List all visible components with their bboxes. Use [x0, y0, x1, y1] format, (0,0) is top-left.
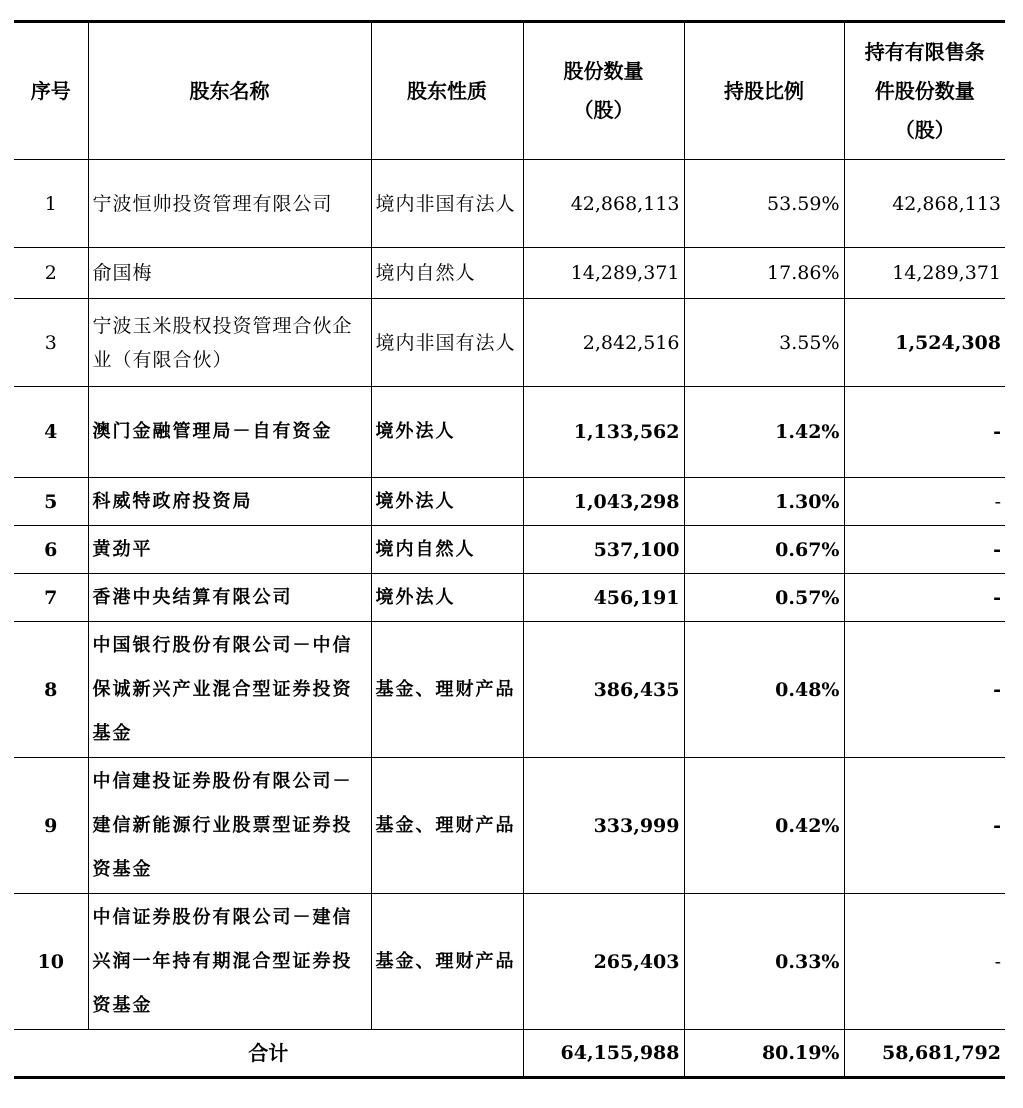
row-name: 黄劲平 [88, 526, 371, 574]
row-shares: 42,868,113 [523, 160, 684, 248]
row-type: 境内非国有法人 [371, 160, 523, 248]
row-name: 中国银行股份有限公司－中信保诚新兴产业混合型证券投资基金 [88, 622, 371, 758]
row-no: 6 [14, 526, 88, 574]
row-shares: 265,403 [523, 894, 684, 1030]
row-name: 澳门金融管理局－自有资金 [88, 387, 371, 478]
header-row [14, 22, 1005, 160]
row-name: 宁波恒帅投资管理有限公司 [88, 160, 371, 248]
header-restricted: 持有有限售条件股份数量（股） [844, 22, 1005, 160]
row-shares: 1,043,298 [523, 478, 684, 526]
row-restricted: - [844, 622, 1005, 758]
header-no: 序号 [14, 22, 88, 160]
row-shares: 386,435 [523, 622, 684, 758]
row-restricted: - [844, 387, 1005, 478]
total-row [14, 1030, 1005, 1078]
row-no: 10 [14, 894, 88, 1030]
table-row [14, 478, 1005, 526]
row-restricted: - [844, 478, 1005, 526]
header-shares: 股份数量（股） [523, 22, 684, 160]
row-no: 3 [14, 299, 88, 387]
table-row [14, 160, 1005, 248]
total-ratio: 80.19% [684, 1030, 844, 1078]
table-row [14, 387, 1005, 478]
table-row [14, 526, 1005, 574]
shareholders-table [14, 20, 1005, 1079]
total-shares: 64,155,988 [523, 1030, 684, 1078]
row-no: 2 [14, 248, 88, 299]
row-name: 宁波玉米股权投资管理合伙企业（有限合伙） [88, 299, 371, 387]
total-label: 合计 [14, 1030, 523, 1078]
row-no: 4 [14, 387, 88, 478]
row-no: 8 [14, 622, 88, 758]
row-shares: 2,842,516 [523, 299, 684, 387]
row-restricted: - [844, 894, 1005, 1030]
row-name: 中信证券股份有限公司－建信兴润一年持有期混合型证券投资基金 [88, 894, 371, 1030]
table-row [14, 248, 1005, 299]
table-row [14, 574, 1005, 622]
row-shares: 1,133,562 [523, 387, 684, 478]
table-row [14, 758, 1005, 894]
row-type: 境内自然人 [371, 526, 523, 574]
row-restricted: 14,289,371 [844, 248, 1005, 299]
row-type: 基金、理财产品 [371, 758, 523, 894]
row-type: 境外法人 [371, 387, 523, 478]
total-restricted: 58,681,792 [844, 1030, 1005, 1078]
row-name: 香港中央结算有限公司 [88, 574, 371, 622]
row-restricted-value: 1,524,308 [895, 331, 1001, 354]
row-ratio: 17.86% [684, 248, 844, 299]
table-row [14, 894, 1005, 1030]
row-type: 境内自然人 [371, 248, 523, 299]
row-ratio: 3.55% [684, 299, 844, 387]
row-ratio: 0.48% [684, 622, 844, 758]
row-name: 科威特政府投资局 [88, 478, 371, 526]
row-restricted: - [844, 758, 1005, 894]
row-type: 基金、理财产品 [371, 622, 523, 758]
header-type: 股东性质 [371, 22, 523, 160]
row-no: 9 [14, 758, 88, 894]
row-ratio: 0.57% [684, 574, 844, 622]
row-name: 中信建投证券股份有限公司－建信新能源行业股票型证券投资基金 [88, 758, 371, 894]
row-ratio: 0.33% [684, 894, 844, 1030]
row-ratio: 1.30% [684, 478, 844, 526]
row-name: 俞国梅 [88, 248, 371, 299]
table-row [14, 622, 1005, 758]
row-restricted [844, 299, 1005, 387]
row-type: 基金、理财产品 [371, 894, 523, 1030]
row-ratio: 1.42% [684, 387, 844, 478]
row-ratio: 0.42% [684, 758, 844, 894]
row-ratio: 53.59% [684, 160, 844, 248]
row-ratio: 0.67% [684, 526, 844, 574]
row-shares: 14,289,371 [523, 248, 684, 299]
row-no: 1 [14, 160, 88, 248]
row-restricted: - [844, 574, 1005, 622]
row-no: 7 [14, 574, 88, 622]
row-type: 境外法人 [371, 574, 523, 622]
row-shares: 456,191 [523, 574, 684, 622]
header-ratio: 持股比例 [684, 22, 844, 160]
row-shares: 537,100 [523, 526, 684, 574]
table-row [14, 299, 1005, 387]
row-type: 境内非国有法人 [371, 299, 523, 387]
row-type: 境外法人 [371, 478, 523, 526]
row-no: 5 [14, 478, 88, 526]
row-restricted: 42,868,113 [844, 160, 1005, 248]
header-name: 股东名称 [88, 22, 371, 160]
row-restricted: - [844, 526, 1005, 574]
row-shares: 333,999 [523, 758, 684, 894]
